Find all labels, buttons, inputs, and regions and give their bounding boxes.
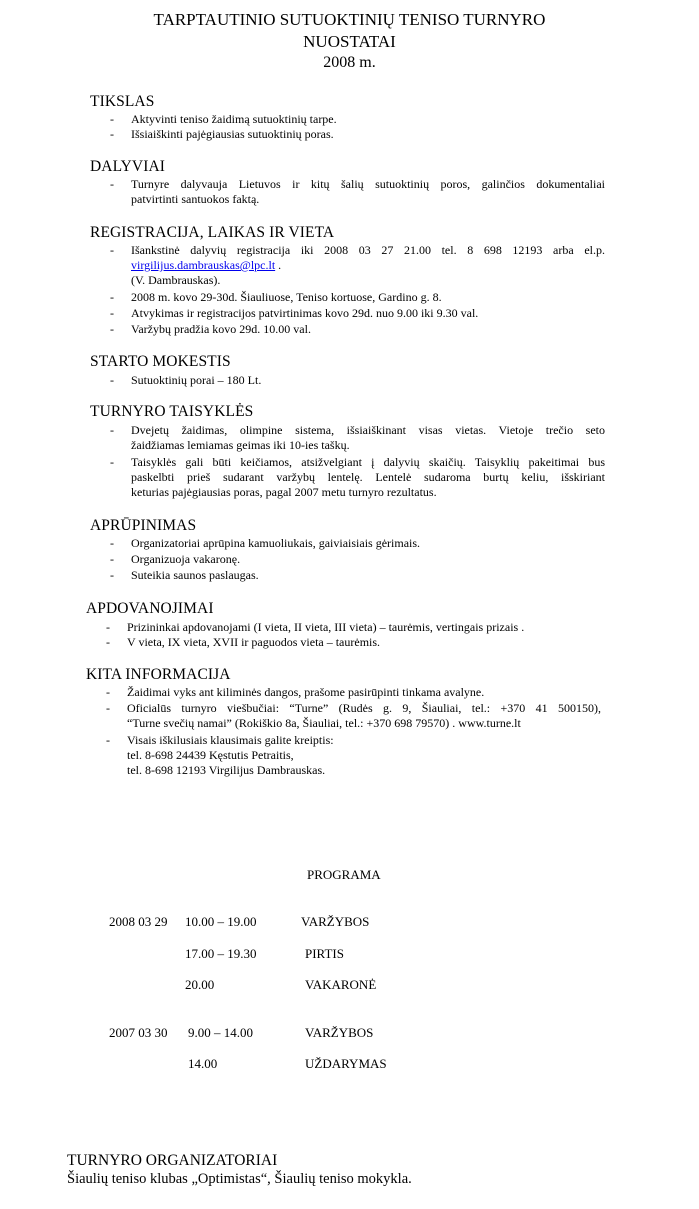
list-item-text: Žaidimai vyks ant kiliminės dangos, prašome pasirūpinti tinkama avalyne. (127, 685, 485, 699)
list-item-line: Išankstinė dalyvių registracija iki 2008 03 27 21.00 tel. 8 698 12193 arba el.p. (131, 243, 605, 257)
list-item-line: tel. 8-698 12193 Virgilijus Dambrauskas. (127, 763, 326, 777)
section-heading-kita-informacija: KITA INFORMACIJA (86, 666, 231, 683)
schedule-event: PIRTIS (305, 946, 344, 961)
section-heading-registracija: REGISTRACIJA, LAIKAS IR VIETA (90, 224, 335, 241)
list-item-text: 2008 m. kovo 29-30d. Šiauliuose, Teniso kortuose, Gardino g. 8. (131, 290, 442, 304)
list-dash: - (110, 112, 114, 126)
schedule-event: VAKARONĖ (305, 977, 377, 992)
document-title-line-2: NUOSTATAI (303, 32, 396, 51)
schedule-time: 9.00 – 14.00 (188, 1025, 253, 1040)
schedule-event: UŽDARYMAS (305, 1056, 387, 1071)
schedule-date: 2007 03 30 (109, 1025, 168, 1040)
list-item-line: Dvejetų žaidimas, olimpine sistema, išsiaiškinant visas vietas. Vietoje trečio seto (131, 423, 605, 437)
list-item-text: Išsiaiškinti pajėgiausias sutuoktinių poras. (131, 127, 334, 141)
document-title-year: 2008 m. (323, 54, 376, 71)
list-item-line: Visais iškilusiais klausimais galite kreiptis: (127, 733, 334, 747)
section-heading-dalyviai: DALYVIAI (90, 158, 166, 175)
list-dash: - (110, 455, 114, 469)
list-dash: - (110, 127, 114, 141)
list-dash: - (110, 536, 114, 550)
schedule-event: VARŽYBOS (305, 1025, 374, 1040)
list-dash: - (106, 701, 110, 715)
list-item-line: (V. Dambrauskas). (131, 273, 221, 287)
list-item-line (131, 258, 605, 273)
section-heading-tikslas: TIKSLAS (90, 93, 155, 110)
section-heading-starto-mokestis: STARTO MOKESTIS (90, 353, 231, 370)
schedule-time: 14.00 (188, 1056, 218, 1071)
email-link[interactable]: virgilijus.dambrauskas@lpc.lt (131, 258, 276, 272)
list-item-text: Prizininkai apdovanojami (I vieta, II vieta, III vieta) – taurėmis, vertingais prizais . (127, 620, 525, 634)
list-item-text: V vieta, IX vieta, XVII ir paguodos vieta – taurėmis. (127, 635, 381, 649)
list-item-text: . (275, 258, 282, 272)
list-dash: - (110, 290, 114, 304)
list-item-line: žaidžiamas lemiamas geimas iki 10-ies taškų. (131, 438, 350, 452)
section-heading-taisykles: TURNYRO TAISYKLĖS (90, 403, 254, 420)
programa-title: PROGRAMA (307, 867, 381, 882)
list-item-text: Aktyvinti teniso žaidimą sutuoktinių tarpe. (131, 112, 337, 126)
document-title-line-1: TARPTAUTINIO SUTUOKTINIŲ TENISO TURNYRO (153, 10, 546, 29)
list-item-line: patvirtinti santuokos faktą. (131, 192, 260, 206)
organizers-heading: TURNYRO ORGANIZATORIAI (67, 1152, 278, 1169)
list-dash: - (106, 620, 110, 634)
schedule-event: VARŽYBOS (301, 914, 370, 929)
schedule-time: 17.00 – 19.30 (185, 946, 257, 961)
list-item-text: Atvykimas ir registracijos patvirtinimas kovo 29d. nuo 9.00 iki 9.30 val. (131, 306, 479, 320)
list-item-line: Oficialūs turnyro viešbučiai: “Turne” (Rudės g. 9, Šiauliai, tel.: +370 41 500150), (127, 701, 601, 715)
list-dash: - (110, 373, 114, 387)
list-item-text: Organizatoriai aprūpina kamuoliukais, gaiviaisiais gėrimais. (131, 536, 421, 550)
list-item-line: tel. 8-698 24439 Kęstutis Petraitis, (127, 748, 294, 762)
list-dash: - (106, 685, 110, 699)
list-dash: - (110, 552, 114, 566)
list-dash: - (110, 423, 114, 437)
schedule-date: 2008 03 29 (109, 914, 168, 929)
list-dash: - (106, 635, 110, 649)
list-item-line: Turnyre dalyvauja Lietuvos ir kitų šalių sutuoktinių poros, galinčios dokumentaliai (131, 177, 605, 191)
list-item-line: “Turne svečių namai” (Rokiškio 8a, Šiauliai, tel.: +370 698 79570) . www.turne.lt (127, 716, 521, 730)
list-item-line: keturias pajėgiausias poras, pagal 2007 metu turnyro rezultatus. (131, 485, 437, 499)
section-heading-apdovanojimai: APDOVANOJIMAI (86, 600, 214, 617)
list-item-text: Organizuoja vakaronę. (131, 552, 241, 566)
list-dash: - (110, 306, 114, 320)
list-item-line: Taisyklės gali būti keičiamos, atsižvelgiant į dalyvių skaičių. Taisyklių pakeitimai bus (131, 455, 605, 469)
schedule-time: 10.00 – 19.00 (185, 914, 257, 929)
list-dash: - (106, 733, 110, 747)
list-dash: - (110, 243, 114, 257)
organizers-text: Šiaulių teniso klubas „Optimistas“, Šiaulių teniso mokykla. (67, 1171, 412, 1187)
list-item-text: Varžybų pradžia kovo 29d. 10.00 val. (131, 322, 311, 336)
list-dash: - (110, 568, 114, 582)
list-dash: - (110, 177, 114, 191)
list-item-text: Suteikia saunos paslaugas. (131, 568, 259, 582)
list-item-text: Sutuoktinių porai – 180 Lt. (131, 373, 262, 387)
list-item-line: paskelbti prieš sudarant varžybų lentelę. Lentelė sudaroma burtų keliu, išskiriant (131, 470, 605, 484)
schedule-time: 20.00 (185, 977, 215, 992)
section-heading-aprupinimas: APRŪPINIMAS (90, 517, 197, 534)
list-dash: - (110, 322, 114, 336)
